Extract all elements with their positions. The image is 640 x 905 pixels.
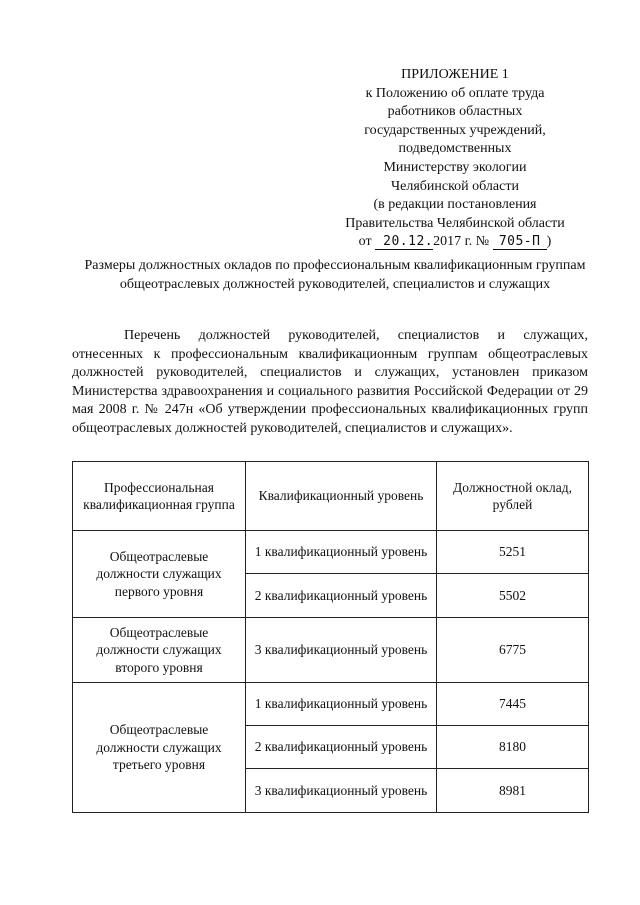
- salary-cell: 7445: [437, 683, 589, 726]
- level-cell: 1 квалификационный уровень: [246, 531, 437, 574]
- appendix-line: работников областных: [387, 104, 523, 120]
- salary-table: [72, 461, 589, 813]
- appendix-line: к Положению об оплате труда: [365, 85, 545, 101]
- group-cell: Общеотраслевые должности служащих второго уровня: [73, 618, 246, 683]
- appendix-line: Министерству экологии: [383, 159, 527, 175]
- table-row: [73, 618, 589, 683]
- level-cell: 3 квалификационный уровень: [246, 618, 437, 683]
- header-level: Квалификационный уровень: [246, 462, 437, 531]
- header-salary: Должностной оклад, рублей: [437, 462, 589, 531]
- closing-paren: ): [546, 234, 552, 250]
- table-header-row: [73, 462, 589, 531]
- table-row: [73, 683, 589, 726]
- appendix-title: ПРИЛОЖЕНИЕ 1: [401, 67, 509, 82]
- header-group: Профессиональная квалификационная группа: [73, 462, 246, 531]
- salary-cell: 5251: [437, 531, 589, 574]
- group-cell: Общеотраслевые должности служащих первого уровня: [73, 531, 246, 618]
- intro-paragraph: Перечень должностей руководителей, специалистов и служащих, отнесенных к профессиональным квалификационным группам общеотраслевых должностей руководителей, специалистов и служащих, установлен приказом Министерства здравоохранения и социального развития Российской Федерации от 29 мая 2008 г. № 247н «Об утверждении профессиональных квалификационных групп общеотраслевых должностей руководителей, специалистов и служащих».: [72, 328, 588, 436]
- resolution-date: 20.12.: [375, 234, 433, 250]
- appendix-line: Челябинской области: [391, 178, 519, 194]
- level-cell: 1 квалификационный уровень: [246, 683, 437, 726]
- appendix-line: государственных учреждений,: [364, 122, 546, 138]
- resolution-number: 705-П: [493, 234, 547, 250]
- table-row: [73, 531, 589, 574]
- date-prefix: от: [358, 234, 372, 250]
- salary-cell: 6775: [437, 618, 589, 683]
- appendix-line: (в редакции постановления: [373, 197, 537, 213]
- salary-cell: 8180: [437, 726, 589, 769]
- resolution-date-line: [330, 233, 580, 252]
- salary-cell: 8981: [437, 769, 589, 813]
- appendix-block: [330, 66, 580, 252]
- appendix-line: подведомственных: [398, 141, 512, 157]
- group-cell: Общеотраслевые должности служащих третьего уровня: [73, 683, 246, 813]
- level-cell: 2 квалификационный уровень: [246, 574, 437, 618]
- appendix-line: Правительства Челябинской области: [345, 215, 565, 231]
- salary-cell: 5502: [437, 574, 589, 618]
- level-cell: 3 квалификационный уровень: [246, 769, 437, 813]
- document-heading: Размеры должностных окладов по профессиональным квалификационным группам общеотраслевых должностей руководителей, специалистов и служащих: [84, 258, 586, 292]
- level-cell: 2 квалификационный уровень: [246, 726, 437, 769]
- resolution-year: 2017 г. №: [433, 234, 490, 250]
